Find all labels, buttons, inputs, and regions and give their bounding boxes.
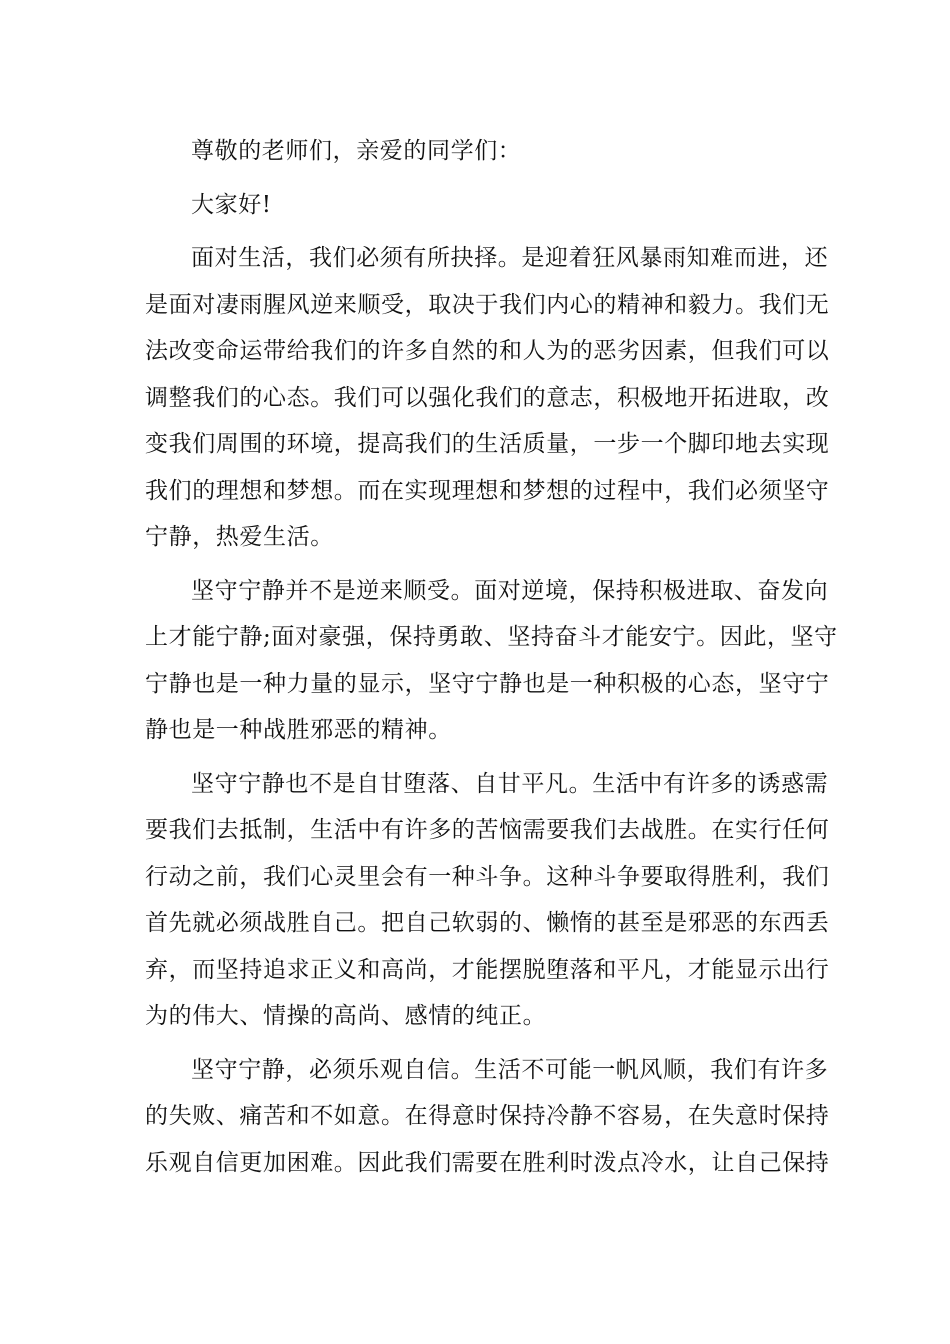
- paragraph-gap: [145, 561, 807, 568]
- paragraph-line: 为的伟大、情操的高尚、感情的纯正。: [145, 1003, 547, 1029]
- paragraph-line: 坚守宁静，必须乐观自信。生活不可能一帆风顺，我们有许多: [191, 1056, 829, 1083]
- paragraph-line: 上才能宁静;面对豪强，保持勇敢、坚持奋斗才能安宁。因此，坚守: [145, 624, 838, 650]
- paragraph-line: 宁静，热爱生活。: [145, 524, 334, 550]
- paragraph-4: [145, 1047, 830, 1187]
- paragraph-gap: [145, 228, 807, 235]
- paragraph-line: 坚守宁静也不是自甘堕落、自甘平凡。生活中有许多的诱惑需: [191, 770, 829, 797]
- paragraph-gap: [145, 754, 807, 761]
- greeting: 大家好!: [191, 191, 272, 218]
- salutation: 尊敬的老师们，亲爱的同学们：: [191, 138, 522, 164]
- paragraph-1: [145, 235, 830, 561]
- paragraph-line: 调整我们的心态。我们可以强化我们的意志，积极地开拓进取，改: [145, 384, 830, 411]
- paragraph-gap: [145, 1040, 807, 1047]
- paragraph-line: 的失败、痛苦和不如意。在得意时保持冷静不容易，在失意时保持: [145, 1103, 830, 1129]
- paragraph-line: 变我们周围的环境，提高我们的生活质量，一步一个脚印地去实现: [145, 431, 830, 457]
- paragraph-3: [145, 761, 830, 1040]
- paragraph-gap: [145, 175, 807, 182]
- paragraph-line: 静也是一种战胜邪恶的精神。: [145, 717, 452, 743]
- paragraph-line: 面对生活，我们必须有所抉择。是迎着狂风暴雨知难而进，还: [191, 245, 829, 271]
- paragraph-line: 弃，而坚持追求正义和高尚，才能摆脱堕落和平凡，才能显示出行: [145, 956, 830, 983]
- paragraph-line: 要我们去抵制，生活中有许多的苦恼需要我们去战胜。在实行任何: [145, 817, 830, 843]
- paragraph-line: 坚守宁静并不是逆来顺受。面对逆境，保持积极进取、奋发向: [191, 577, 829, 604]
- paragraph-line: 首先就必须战胜自己。把自己软弱的、懒惰的甚至是邪恶的东西丢: [145, 910, 830, 936]
- paragraph-line: 是面对凄雨腥风逆来顺受，取决于我们内心的精神和毅力。我们无: [145, 291, 830, 318]
- paragraph-line: 宁静也是一种力量的显示，坚守宁静也是一种积极的心态，坚守宁: [145, 670, 830, 697]
- paragraph-2: [145, 568, 838, 754]
- paragraph-line: 行动之前，我们心灵里会有一种斗争。这种斗争要取得胜利，我们: [145, 863, 830, 890]
- paragraph-line: 法改变命运带给我们的许多自然的和人为的恶劣因素，但我们可以: [145, 338, 830, 364]
- paragraph-line: 乐观自信更加困难。因此我们需要在胜利时泼点冷水，让自己保持: [145, 1149, 830, 1176]
- speech-text: [145, 128, 838, 1186]
- paragraph-line: 我们的理想和梦想。而在实现理想和梦想的过程中，我们必须坚守: [145, 477, 830, 504]
